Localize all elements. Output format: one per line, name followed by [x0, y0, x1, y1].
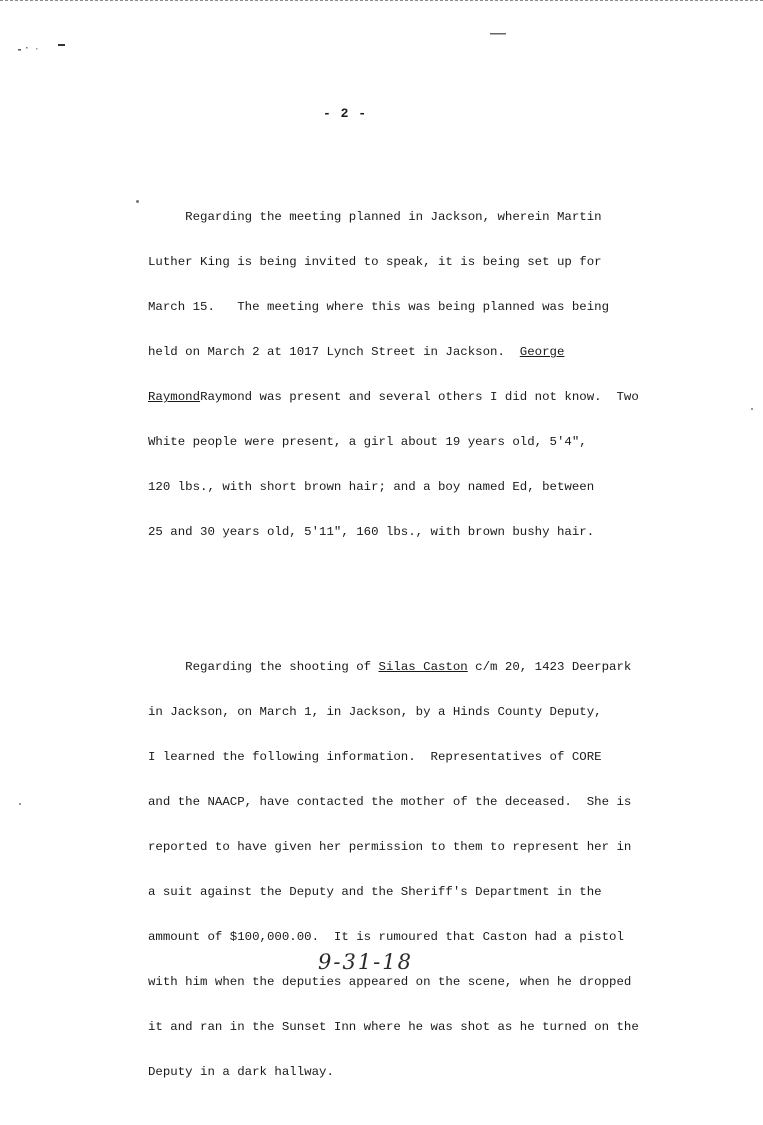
text-segment: c/m 20, 1423 Deerpark — [467, 660, 632, 674]
text-line: reported to have given her permission to them to represent her in — [148, 840, 632, 854]
text-line: with him when the deputies appeared on the scene, when he dropped — [148, 975, 632, 989]
text-line: I learned the following information. Representatives of CORE — [148, 750, 602, 764]
text-line: Luther King is being invited to speak, it is being set up for — [148, 255, 602, 269]
text-line: Regarding the meeting planned in Jackson, wherein Martin — [148, 210, 602, 224]
paragraph-meeting — [148, 180, 658, 570]
text-line — [148, 345, 658, 360]
text-line: it and ran in the Sunset Inn where he was shot as he turned on the — [148, 1020, 639, 1034]
scan-edge-border — [0, 0, 763, 3]
text-line: and the NAACP, have contacted the mother of the deceased. She is — [148, 795, 632, 809]
text-line: White people were present, a girl about 19 years old, 5'4", — [148, 435, 587, 449]
text-segment: Raymond was present and several others I did not know. Two — [200, 390, 639, 404]
text-line: Deputy in a dark hallway. — [148, 1065, 334, 1079]
text-line — [148, 390, 658, 405]
underlined-name-george: George — [519, 345, 565, 359]
text-line: in Jackson, on March 1, in Jackson, by a Hinds County Deputy, — [148, 705, 602, 719]
text-line: March 15. The meeting where this was being planned was being — [148, 300, 610, 314]
scan-speck-mark — [490, 32, 508, 36]
page-number: - 2 - — [322, 106, 367, 121]
underlined-name-raymond: Raymond — [148, 390, 201, 404]
scan-speck-marks — [18, 40, 78, 54]
margin-mark — [19, 803, 21, 805]
document-body — [148, 150, 658, 1125]
text-segment: held on March 2 at 1017 Lynch Street in Jackson. — [148, 345, 520, 359]
underlined-name-silas-caston: Silas Caston — [378, 660, 468, 674]
paragraph-shooting — [148, 630, 658, 1110]
text-line: ammount of $100,000.00. It is rumoured that Caston had a pistol — [148, 930, 624, 944]
text-line: a suit against the Deputy and the Sheriff's Department in the — [148, 885, 602, 899]
text-segment: Regarding the shooting of — [148, 660, 379, 674]
text-line: 25 and 30 years old, 5'11", 160 lbs., with brown bushy hair. — [148, 525, 595, 539]
text-line: 120 lbs., with short brown hair; and a boy named Ed, between — [148, 480, 595, 494]
handwritten-file-number: 9-31-18 — [318, 950, 413, 974]
text-line — [148, 660, 658, 675]
margin-mark — [751, 408, 753, 410]
margin-mark — [136, 200, 139, 203]
